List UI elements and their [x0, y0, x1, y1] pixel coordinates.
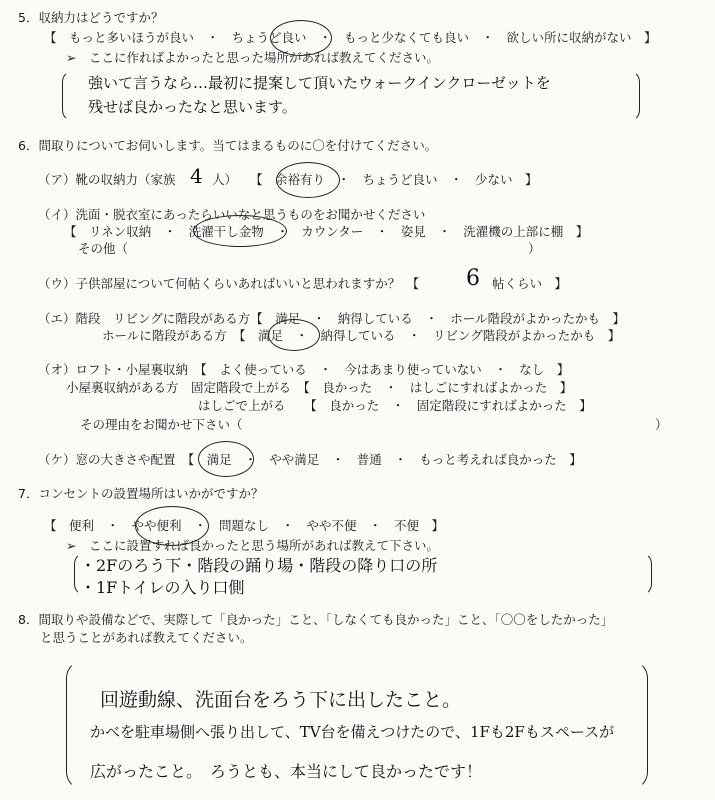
q5-title: 5．収納力はどうですか？ [18, 10, 164, 25]
q5-answer-line2: 残せば良かったなと思います。 [88, 98, 297, 116]
q6-a-selected-circle [276, 162, 340, 198]
q6-u-label: （ウ）子供部屋について何帖くらいあればいいと思われますか？ 【 [38, 276, 420, 291]
q6-ke-selected-circle [198, 441, 254, 477]
q8-answer-line2: かべを駐車場側へ張り出して、TV台を備えつけたので、1Fも2Fもスペースが [90, 723, 615, 741]
q8-title-line1: 8．間取りや設備などで、実際して「良かった」こと、「しなくても良かった」こと、「〇〇をしたかった」 [18, 612, 614, 627]
q6-u-unit: 帖くらい 】 [492, 276, 568, 291]
q6-i-options: 【 リネン収納 ・ 洗濯干し金物 ・ カウンター ・ 姿見 ・ 洗濯機の上部に棚 】 [64, 224, 589, 239]
q6-a-label: （ア）靴の収納力（家族 [38, 172, 176, 187]
q6-ke-line: （ケ）窓の大きさや配置 【 満足 ・ やや満足 ・ 普通 ・ もっと考えれば良かった 】 [38, 452, 582, 467]
q8-answer-line1: 回遊動線、洗面台をろう下に出したこと。 [100, 689, 462, 711]
q6-i-label: （イ）洗面・脱衣室にあったらいいなと思うものをお聞かせください [38, 207, 426, 222]
q5-prompt: ➢ ここに作ればよかったと思った場所があれば教えてください。 [66, 50, 439, 65]
q6-o-line4: その理由をお聞かせ下さい（ ） [80, 417, 668, 432]
q6-u-answer: 6 [466, 266, 480, 291]
q7-options: 【 便利 ・ やや便利 ・ 問題なし ・ やや不便 ・ 不便 】 [44, 518, 445, 533]
q7-answer-line2: ・1Fトイレの入り口側 [80, 578, 245, 597]
q6-i-other: その他（ ） [78, 241, 541, 256]
q7-answer-line1: ・2Fのろう下・階段の踊り場・階段の降り口の所 [80, 556, 438, 575]
q6-a-unit: 人） [212, 172, 238, 187]
q7-title: 7．コンセントの設置場所はいかがですか？ [18, 486, 264, 501]
q6-title: 6．間取りについてお伺いします。当てはまるものに〇を付けてください。 [18, 138, 438, 153]
q6-a-count: 4 [190, 164, 203, 188]
q6-e-line2: ホールに階段がある方 【 満足 ・ 納得している ・ リビング階段がよかったかも 】 [102, 328, 621, 343]
q6-o-line3: はしごで上がる 【 良かった ・ 固定階段にすればよかった 】 [198, 398, 592, 413]
q8-title-line2: と思うことがあれば教えてください。 [40, 630, 253, 645]
q6-e-line1: （エ）階段 リビングに階段がある方【 満足 ・ 納得している ・ ホール階段がよかったかも 】 [38, 311, 626, 326]
q6-o-line1: （オ）ロフト・小屋裏収納 【 よく使っている ・ 今はあまり使っていない ・ なし 】 [38, 362, 570, 377]
q5-answer-line1: 強いて言うなら…最初に提案して頂いたウォークインクローゼットを [88, 74, 551, 92]
q6-a-options: 【 余裕有り ・ ちょうど良い ・ 少ない 】 [250, 172, 538, 187]
q7-prompt: ➢ ここに設置すれば良かったと思う場所があれば教えて下さい。 [66, 538, 439, 553]
q6-e-selected-circle [268, 319, 320, 351]
q6-o-line2: 小屋裏収納がある方 固定階段で上がる 【 良かった ・ はしごにすればよかった 】 [66, 380, 573, 395]
q8-answer-line3: 広がったこと。 ろうとも、本当にして良かったです！ [90, 762, 483, 781]
q5-options: 【 もっと多いほうが良い ・ ちょうど良い ・ もっと少なくても良い ・ 欲しい所に収納がない 】 [44, 30, 657, 45]
